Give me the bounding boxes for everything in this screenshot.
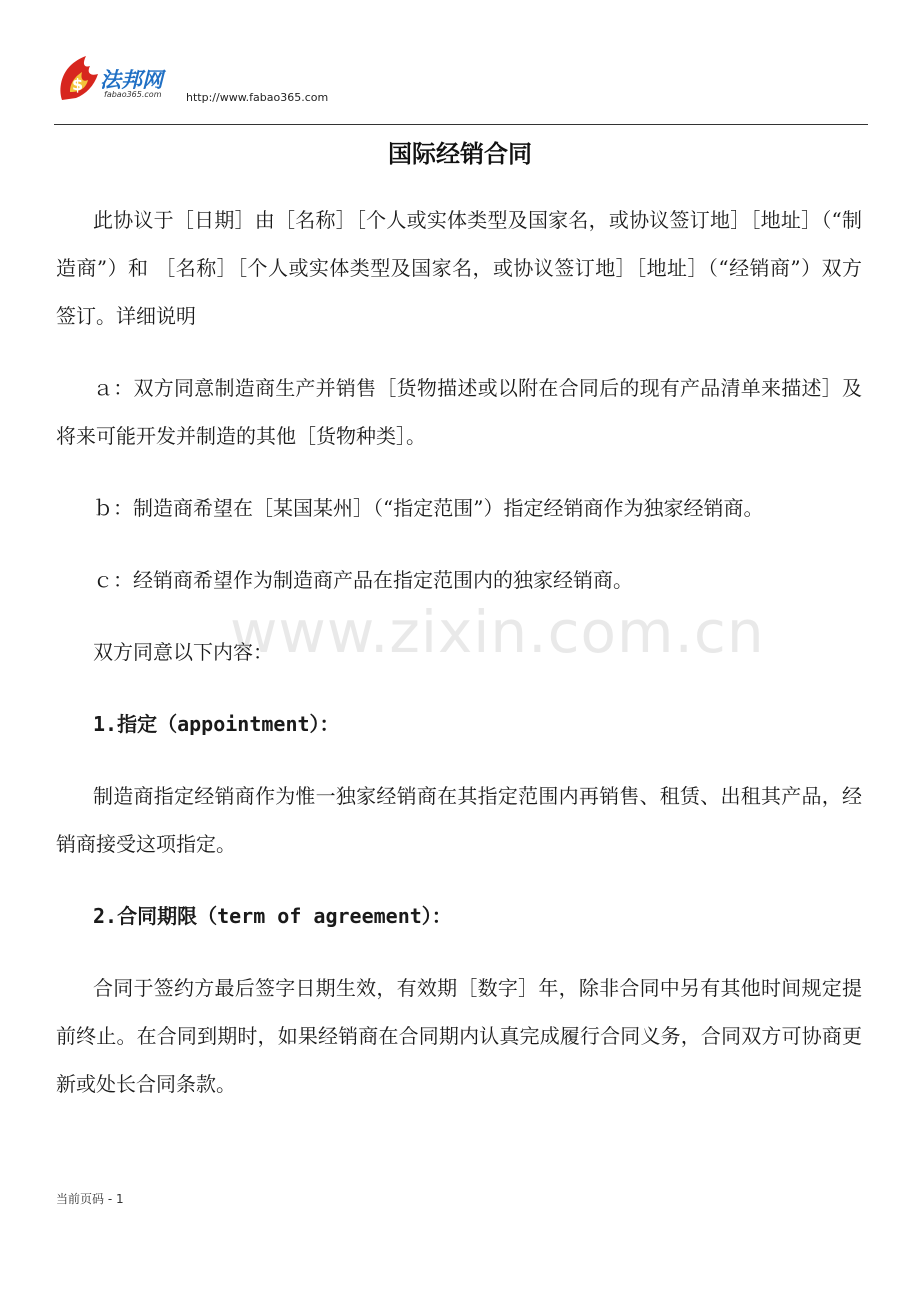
page-header [56, 52, 868, 126]
document-title: 国际经销合同 [388, 140, 532, 168]
section-body-appointment: 制造商指定经销商作为惟一独家经销商在其指定范围内再销售、租赁、出租其产品，经销商接受这项指定。 [56, 784, 862, 856]
fabao-logo[interactable] [56, 52, 176, 104]
recital-c: ｃ：经销商希望作为制造商产品在指定范围内的独家经销商。 [93, 568, 633, 592]
logo-flame-icon [56, 52, 102, 104]
document-body [56, 196, 862, 1132]
section-heading-appointment: 1.指定（appointment）： [93, 712, 340, 736]
intro-paragraph: 此协议于［日期］由［名称］［个人或实体类型及国家名，或协议签订地］［地址］（“制造商”）和 ［名称］［个人或实体类型及国家名，或协议签订地］［地址］（“经销商”）双方签订。详细说明 [56, 208, 862, 328]
svg-text:$: $ [72, 75, 84, 94]
watermark-text: www.zixin.com.cn [230, 598, 765, 666]
header-divider [54, 124, 868, 125]
page-number-footer: 当前页码 - 1 [56, 1192, 124, 1206]
header-url-link[interactable]: http://www.fabao365.com [186, 91, 329, 104]
recital-b: ｂ：制造商希望在［某国某州］（“指定范围”）指定经销商作为独家经销商。 [93, 496, 764, 520]
section-heading-term: 2.合同期限（term of agreement）： [93, 904, 452, 928]
logo-wordmark: 法邦网 [100, 68, 163, 92]
agreement-lead: 双方同意以下内容： [93, 640, 273, 664]
logo-domain: fabao365.com [104, 90, 162, 99]
section-body-term: 合同于签约方最后签字日期生效，有效期［数字］年，除非合同中另有其他时间规定提前终止。在合同到期时，如果经销商在合同期内认真完成履行合同义务，合同双方可协商更新或处长合同条款。 [56, 976, 862, 1096]
recital-a: ａ：双方同意制造商生产并销售［货物描述或以附在合同后的现有产品清单来描述］及将来可能开发并制造的其他［货物种类］。 [56, 376, 862, 448]
